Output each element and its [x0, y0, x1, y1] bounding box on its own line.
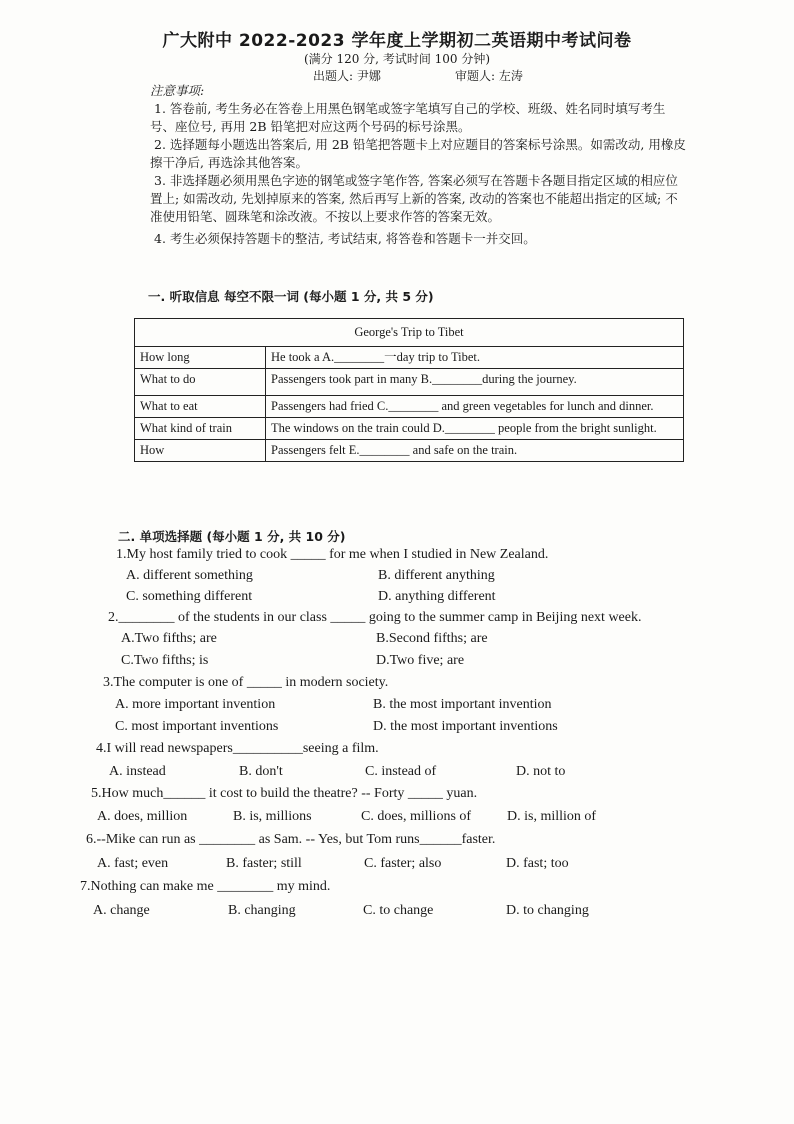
- option-d: D. anything different: [378, 589, 496, 604]
- question-stem: 7.Nothing can make me ________ my mind.: [80, 879, 331, 894]
- option-c: C. most important inventions: [115, 719, 279, 734]
- row-label: How long: [135, 347, 266, 369]
- option-c: C. faster; also: [364, 856, 442, 871]
- table-row: [135, 440, 684, 462]
- option-d: D. not to: [516, 764, 566, 779]
- option-c: C. instead of: [365, 764, 437, 779]
- trip-table: [134, 318, 684, 462]
- option-c: C. to change: [363, 903, 434, 918]
- option-d: D.Two five; are: [376, 653, 465, 668]
- option-b: B. changing: [228, 903, 296, 918]
- setter-label: 出题人: 尹娜: [313, 69, 381, 83]
- instructions-block: [150, 82, 690, 248]
- option-d: D. is, million of: [507, 809, 597, 824]
- instruction-item: 1. 答卷前, 考生务必在答卷上用黑色钢笔或签字笔填写自己的学校、班级、姓名同时填写考生号、座位号, 再用 2B 铅笔把对应这两个号码的标号涂黑。: [150, 101, 666, 134]
- option-c: C.Two fifths; is: [121, 653, 209, 668]
- option-a: A. change: [93, 903, 150, 918]
- option-a: A. fast; even: [97, 856, 169, 871]
- row-label: How: [135, 440, 266, 462]
- row-content: Passengers felt E.________ and safe on the train.: [266, 440, 684, 462]
- exam-title: 广大附中 2022-2023 学年度上学期初二英语期中考试问卷: [162, 31, 632, 51]
- instruction-item: 3. 非选择题必须用黑色字迹的钢笔或签字笔作答, 答案必须写在答题卡各题目指定区域的相应位置上; 如需改动, 先划掉原来的答案, 然后再写上新的答案, 改动的答案也不能超出指定的区域; 不准使用铅笔、圆珠笔和涂改液。不按以上要求作答的答案无效。: [150, 173, 678, 224]
- question-stem: 4.I will read newspapers__________seeing a film.: [96, 741, 379, 756]
- question-stem: 6.--Mike can run as ________ as Sam. -- Yes, but Tom runs______faster.: [86, 832, 496, 847]
- row-content: Passengers had fried C.________ and green vegetables for lunch and dinner.: [266, 396, 684, 418]
- option-d: D. the most important inventions: [373, 719, 558, 734]
- option-d: D. fast; too: [506, 856, 569, 871]
- row-content: The windows on the train could D.________ people from the bright sunlight.: [266, 418, 684, 440]
- section1-heading: 一. 听取信息 每空不限一词 (每小题 1 分, 共 5 分): [148, 289, 434, 304]
- question-stem: 1.My host family tried to cook _____ for me when I studied in New Zealand.: [116, 547, 549, 562]
- row-label: What to eat: [135, 396, 266, 418]
- option-a: A.Two fifths; are: [121, 631, 217, 646]
- row-label: What to do: [135, 369, 266, 396]
- option-a: A. does, million: [97, 809, 188, 824]
- reviewer-label: 审题人: 左涛: [455, 69, 523, 83]
- instruction-item: 2. 选择题每小题选出答案后, 用 2B 铅笔把答题卡上对应题目的答案标号涂黑。如需改动, 用橡皮擦干净后, 再选涂其他答案。: [150, 137, 686, 170]
- section2-heading: 二. 单项选择题 (每小题 1 分, 共 10 分): [118, 529, 346, 544]
- table-row: [135, 396, 684, 418]
- row-content: Passengers took part in many B.________during the journey.: [266, 369, 684, 396]
- option-a: A. more important invention: [115, 697, 276, 712]
- option-b: B. the most important invention: [373, 697, 552, 712]
- table-row: [135, 418, 684, 440]
- option-b: B. faster; still: [226, 856, 302, 871]
- question-stem: 2.________ of the students in our class _____ going to the summer camp in Beijing next week.: [108, 610, 642, 625]
- row-label: What kind of train: [135, 418, 266, 440]
- option-b: B. don't: [239, 764, 283, 779]
- option-c: C. does, millions of: [361, 809, 472, 824]
- option-b: B. different anything: [378, 568, 495, 583]
- table-row: [135, 347, 684, 369]
- question-stem: 5.How much______ it cost to build the theatre? -- Forty _____ yuan.: [91, 786, 478, 801]
- option-a: A. different something: [126, 568, 253, 583]
- option-b: B.Second fifths; are: [376, 631, 488, 646]
- table-row: [135, 369, 684, 396]
- option-a: A. instead: [109, 764, 166, 779]
- table-caption: George's Trip to Tibet: [135, 319, 684, 347]
- option-c: C. something different: [126, 589, 253, 604]
- question-stem: 3.The computer is one of _____ in modern society.: [103, 675, 389, 690]
- row-content: He took a A.________一day trip to Tibet.: [266, 347, 684, 369]
- instruction-item: 4. 考生必须保持答题卡的整洁, 考试结束, 将答卷和答题卡一并交回。: [154, 231, 536, 246]
- option-d: D. to changing: [506, 903, 589, 918]
- option-b: B. is, millions: [233, 809, 312, 824]
- exam-subtitle: (满分 120 分, 考试时间 100 分钟): [303, 52, 491, 66]
- instructions-heading: 注意事项:: [150, 83, 205, 98]
